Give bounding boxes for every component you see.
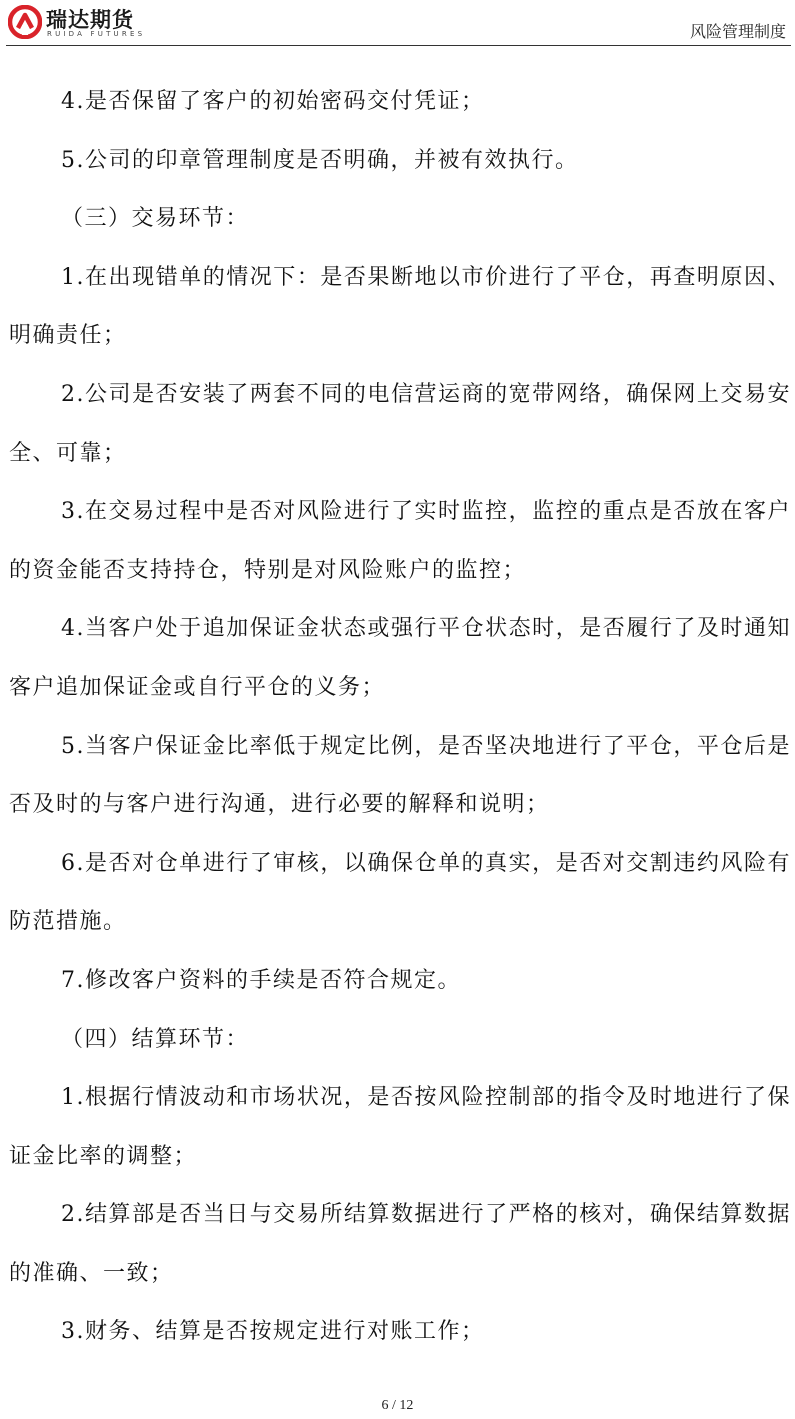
- paragraph: 1.根据行情波动和市场状况，是否按风险控制部的指令及时地进行了保证金比率的调整；: [9, 1085, 791, 1169]
- paragraph: 5.公司的印章管理制度是否明确，并被有效执行。: [61, 147, 579, 173]
- paragraph: 7.修改客户资料的手续是否符合规定。: [61, 967, 461, 993]
- paragraph: 5.当客户保证金比率低于规定比例，是否坚决地进行了平仓，平仓后是否及时的与客户进行沟通，进行必要的解释和说明；: [9, 733, 791, 818]
- paragraph: 4.当客户处于追加保证金状态或强行平仓状态时，是否履行了及时通知客户追加保证金或自行平仓的义务；: [9, 616, 791, 700]
- section-heading: （三）交易环节：: [61, 206, 250, 232]
- section-heading: （四）结算环节：: [61, 1026, 250, 1052]
- paragraph: 1.在出现错单的情况下：是否果断地以市价进行了平仓，再查明原因、明确责任；: [9, 264, 791, 349]
- paragraph: 3.财务、结算是否按规定进行对账工作；: [61, 1319, 485, 1345]
- page-header: [0, 0, 795, 46]
- paragraph: 3.在交易过程中是否对风险进行了实时监控，监控的重点是否放在客户的资金能否支持持仓，特别是对风险账户的监控；: [9, 499, 791, 583]
- page-number: 6 / 12: [381, 1398, 414, 1413]
- paragraph: 4.是否保留了客户的初始密码交付凭证；: [61, 89, 485, 114]
- company-logo: [8, 3, 148, 41]
- ruida-logo-icon: [8, 5, 42, 39]
- document-title: 风险管理制度: [689, 22, 786, 41]
- paragraph: 2.结算部是否当日与交易所结算数据进行了严格的核对，确保结算数据的准确、一致；: [9, 1202, 791, 1286]
- paragraph: 2.公司是否安装了两套不同的电信营运商的宽带网络，确保网上交易安全、可靠；: [9, 381, 791, 466]
- logo-english-name: RUIDA FUTURES: [47, 30, 146, 38]
- document-body: [9, 73, 791, 1362]
- paragraph: 6.是否对仓单进行了审核，以确保仓单的真实，是否对交割违约风险有防范措施。: [9, 850, 791, 935]
- logo-chinese-name: 瑞达期货: [46, 8, 134, 32]
- header-divider: [6, 45, 791, 46]
